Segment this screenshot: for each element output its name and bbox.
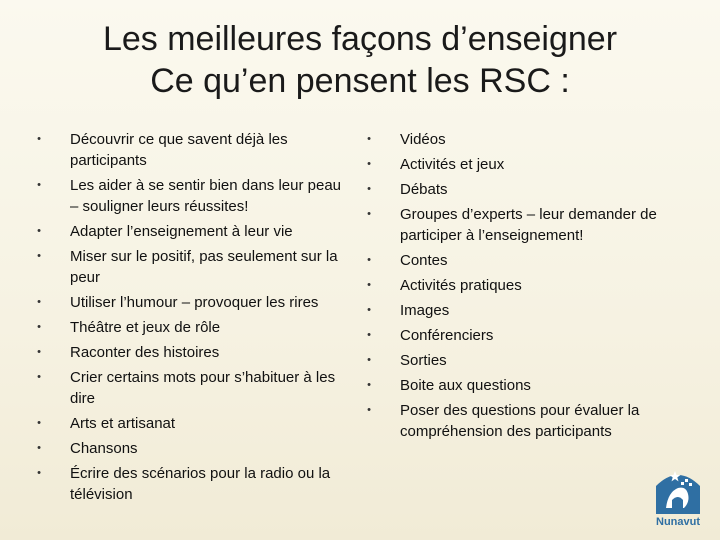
- list-item-text: Miser sur le positif, pas seulement sur la peur: [70, 248, 338, 286]
- bullet-icon: •: [367, 379, 371, 391]
- bullet-icon: •: [37, 296, 41, 308]
- list-item: [367, 300, 685, 321]
- bullet-icon: •: [37, 225, 41, 237]
- right-bullet-list: [367, 129, 685, 446]
- bullet-icon: •: [367, 404, 371, 416]
- bullet-icon: •: [37, 442, 41, 454]
- list-item: [37, 438, 348, 459]
- list-item-text: Adapter l’enseignement à leur vie: [70, 223, 293, 240]
- list-item-text: Boite aux questions: [400, 377, 531, 394]
- nunavut-logo: [650, 464, 706, 528]
- logo-wordmark: Nunavut: [656, 516, 700, 528]
- list-item: [367, 275, 685, 296]
- list-item-text: Groupes d’experts – leur demander de participer à l’enseignement!: [400, 206, 657, 244]
- bullet-icon: •: [367, 158, 371, 170]
- list-item-text: Utiliser l’humour – provoquer les rires: [70, 294, 319, 311]
- list-item-text: Activités et jeux: [400, 156, 505, 173]
- slide-title: [0, 18, 720, 102]
- bullet-icon: •: [367, 279, 371, 291]
- list-item-text: Écrire des scénarios pour la radio ou la télévision: [70, 465, 331, 503]
- list-item: [367, 350, 685, 371]
- list-item: [367, 325, 685, 346]
- bullet-icon: •: [367, 183, 371, 195]
- list-item-text: Activités pratiques: [400, 277, 522, 294]
- list-item-text: Contes: [400, 252, 448, 269]
- bullet-icon: •: [37, 179, 41, 191]
- list-item-text: Théâtre et jeux de rôle: [70, 319, 221, 336]
- list-item-text: Crier certains mots pour s’habituer à les dire: [70, 369, 336, 407]
- bullet-icon: •: [37, 346, 41, 358]
- list-item: [367, 375, 685, 396]
- bullet-icon: •: [367, 329, 371, 341]
- list-item: [367, 400, 685, 442]
- nunavut-government-logo-icon: [650, 464, 706, 528]
- bullet-icon: •: [367, 133, 371, 145]
- list-item: [367, 250, 685, 271]
- bullet-icon: •: [37, 321, 41, 333]
- list-item: [37, 221, 348, 242]
- list-item-text: Débats: [400, 181, 448, 198]
- list-item: [37, 175, 348, 217]
- list-item-text: Poser des questions pour évaluer la compréhension des participants: [400, 402, 640, 440]
- list-item-text: Les aider à se sentir bien dans leur peau – souligner leurs réussites!: [70, 177, 342, 215]
- list-item: [37, 129, 348, 171]
- bullet-icon: •: [37, 371, 41, 383]
- list-item-text: Conférenciers: [400, 327, 494, 344]
- list-item: [37, 246, 348, 288]
- bullet-icon: •: [37, 133, 41, 145]
- left-bullet-list: [37, 129, 348, 509]
- list-item-text: Images: [400, 302, 450, 319]
- list-item-text: Sorties: [400, 352, 447, 369]
- bullet-icon: •: [367, 304, 371, 316]
- bullet-icon: •: [367, 254, 371, 266]
- list-item-text: Arts et artisanat: [70, 415, 176, 432]
- title-line-1: Les meilleures façons d’enseigner: [102, 20, 618, 58]
- list-item: [37, 317, 348, 338]
- list-item: [367, 154, 685, 175]
- list-item-text: Découvrir ce que savent déjà les participants: [70, 131, 288, 169]
- list-item: [37, 463, 348, 505]
- list-item: [37, 367, 348, 409]
- list-item: [367, 129, 685, 150]
- bullet-icon: •: [367, 354, 371, 366]
- list-item: [367, 179, 685, 200]
- list-item: [37, 413, 348, 434]
- list-item: [37, 292, 348, 313]
- list-item: [367, 204, 685, 246]
- list-item-text: Raconter des histoires: [70, 344, 220, 361]
- list-item-text: Vidéos: [400, 131, 446, 148]
- bullet-icon: •: [37, 250, 41, 262]
- bullet-icon: •: [367, 208, 371, 220]
- bullet-icon: •: [37, 417, 41, 429]
- list-item-text: Chansons: [70, 440, 138, 457]
- list-item: [37, 342, 348, 363]
- bullet-icon: •: [37, 467, 41, 479]
- title-line-2: Ce qu’en pensent les RSC :: [150, 62, 570, 100]
